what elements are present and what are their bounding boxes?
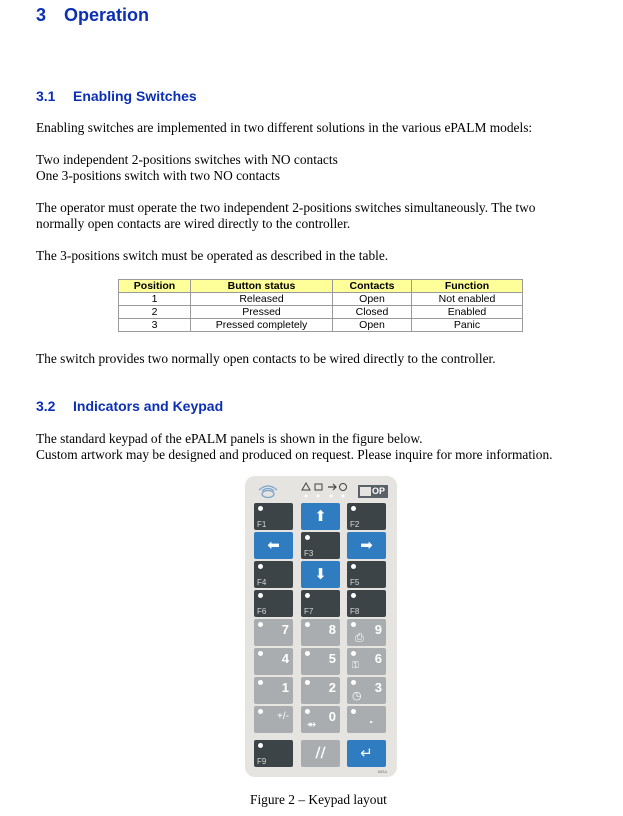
table-cell: Not enabled <box>412 293 523 306</box>
f2-key[interactable] <box>347 503 386 530</box>
arrow-down-icon: ⬇ <box>314 565 327 583</box>
clear-key[interactable] <box>301 740 340 767</box>
double-slash-icon: ∕∕ <box>315 745 326 761</box>
key-digit: 2 <box>328 680 336 695</box>
key-label: F5 <box>350 578 360 587</box>
arrow-up-icon: ⬆ <box>314 507 327 525</box>
key-tool-icon: ⚿ <box>352 661 359 671</box>
paragraph-table-intro: The 3-positions switch must be operated as described in the table. <box>36 248 389 263</box>
f6-key[interactable] <box>254 590 293 617</box>
key-1[interactable] <box>254 677 293 704</box>
subsection-number: 3.2 <box>36 398 56 414</box>
warning-icon <box>302 483 310 490</box>
enter-field-icon: ⇴ <box>307 718 317 731</box>
column-header: Contacts <box>333 280 412 293</box>
subsection-heading-indicators <box>36 398 223 414</box>
table-cell: 2 <box>119 306 191 319</box>
led-indicator <box>317 495 320 498</box>
key-digit: +/- <box>277 711 289 722</box>
table-cell: 3 <box>119 319 191 332</box>
subsection-heading-enabling-switches <box>36 88 197 104</box>
table-row <box>119 293 523 306</box>
switch-table <box>118 279 523 332</box>
column-header: Button status <box>191 280 333 293</box>
f9-key[interactable] <box>254 740 293 767</box>
up-key[interactable] <box>301 503 340 530</box>
key-digit: 5 <box>328 651 336 666</box>
key-digit: 6 <box>374 651 382 666</box>
section-heading <box>36 5 149 26</box>
key-label: F4 <box>257 578 267 587</box>
f1-key[interactable] <box>254 503 293 530</box>
key-9[interactable] <box>347 619 386 646</box>
key-digit: . <box>369 711 373 726</box>
key-label: F1 <box>257 520 267 529</box>
paragraph-intro: Enabling switches are implemented in two different solutions in the various ePALM models: <box>36 120 533 135</box>
key-digit: 7 <box>281 622 289 637</box>
table-cell: Released <box>191 293 333 306</box>
key-7[interactable] <box>254 619 293 646</box>
paragraph-operator-line: normally open contacts are wired directly to the controller. <box>36 216 351 231</box>
wireless-icon <box>259 486 277 498</box>
status-icon <box>315 484 322 490</box>
key-digit: 0 <box>328 709 336 724</box>
table-cell: Open <box>333 293 412 306</box>
f7-key[interactable] <box>301 590 340 617</box>
key-label: F6 <box>257 607 267 616</box>
key-digit: 3 <box>374 680 382 695</box>
decimal-key[interactable] <box>347 706 386 733</box>
key-digit: 1 <box>281 680 289 695</box>
list-item: One 3-positions switch with two NO contacts <box>36 168 280 183</box>
f8-key[interactable] <box>347 590 386 617</box>
subsection-title: Enabling Switches <box>73 88 197 104</box>
key-5[interactable] <box>301 648 340 675</box>
column-header: Function <box>412 280 523 293</box>
f3-key[interactable] <box>301 532 340 559</box>
key-label: F2 <box>350 520 360 529</box>
led-indicator <box>342 495 345 498</box>
key-label: F7 <box>304 607 314 616</box>
led-indicator <box>305 495 308 498</box>
table-row <box>119 306 523 319</box>
column-header: Position <box>119 280 191 293</box>
f5-key[interactable] <box>347 561 386 588</box>
printer-icon: ⎙ <box>355 631 364 644</box>
key-label: F8 <box>350 607 360 616</box>
keypad-figure <box>245 476 397 777</box>
subsection-title: Indicators and Keypad <box>73 398 224 414</box>
enter-key[interactable] <box>347 740 386 767</box>
enter-icon: ↵ <box>360 744 373 762</box>
list-item: Two independent 2-positions switches with NO contacts <box>36 152 338 167</box>
table-cell: Open <box>333 319 412 332</box>
key-8[interactable] <box>301 619 340 646</box>
key-0[interactable] <box>301 706 340 733</box>
key-6[interactable] <box>347 648 386 675</box>
key-digit: 4 <box>281 651 289 666</box>
key-label: F3 <box>304 549 314 558</box>
table-cell: 1 <box>119 293 191 306</box>
key-4[interactable] <box>254 648 293 675</box>
left-key[interactable] <box>254 532 293 559</box>
key-2[interactable] <box>301 677 340 704</box>
indicator-strip <box>245 476 397 504</box>
paragraph-keypad-line: Custom artwork may be designed and produced on request. Please inquire for more information. <box>36 447 553 462</box>
paragraph-switch-contacts: The switch provides two normally open contacts to be wired directly to the controller. <box>36 351 496 366</box>
table-cell: Panic <box>412 319 523 332</box>
brand-logo: OP <box>372 486 386 496</box>
table-row <box>119 319 523 332</box>
down-key[interactable] <box>301 561 340 588</box>
led-indicator <box>330 495 333 498</box>
arrow-left-icon: ⬅ <box>267 536 280 554</box>
table-cell: Closed <box>333 306 412 319</box>
right-key[interactable] <box>347 532 386 559</box>
serial-number: 883A <box>377 769 387 774</box>
plus-minus-key[interactable] <box>254 706 293 733</box>
key-digit: 9 <box>374 622 382 637</box>
f4-key[interactable] <box>254 561 293 588</box>
power-icon <box>340 484 347 491</box>
paragraph-operator-line: The operator must operate the two independent 2-positions switches simultaneously. The two <box>36 200 536 215</box>
subsection-number: 3.1 <box>36 88 56 104</box>
table-cell: Pressed <box>191 306 333 319</box>
paragraph-keypad-line: The standard keypad of the ePALM panels is shown in the figure below. <box>36 431 423 446</box>
table-header-row <box>119 280 523 293</box>
figure-caption: Figure 2 – Keypad layout <box>250 792 387 808</box>
clock-icon: ◷ <box>352 689 362 702</box>
enter-arrow-icon <box>328 484 336 490</box>
table-cell: Enabled <box>412 306 523 319</box>
section-title: Operation <box>64 5 150 25</box>
key-label: F9 <box>257 757 267 766</box>
key-3[interactable] <box>347 677 386 704</box>
table-cell: Pressed completely <box>191 319 333 332</box>
key-digit: 8 <box>328 622 336 637</box>
section-number: 3 <box>36 5 47 25</box>
arrow-right-icon: ➡ <box>360 536 373 554</box>
